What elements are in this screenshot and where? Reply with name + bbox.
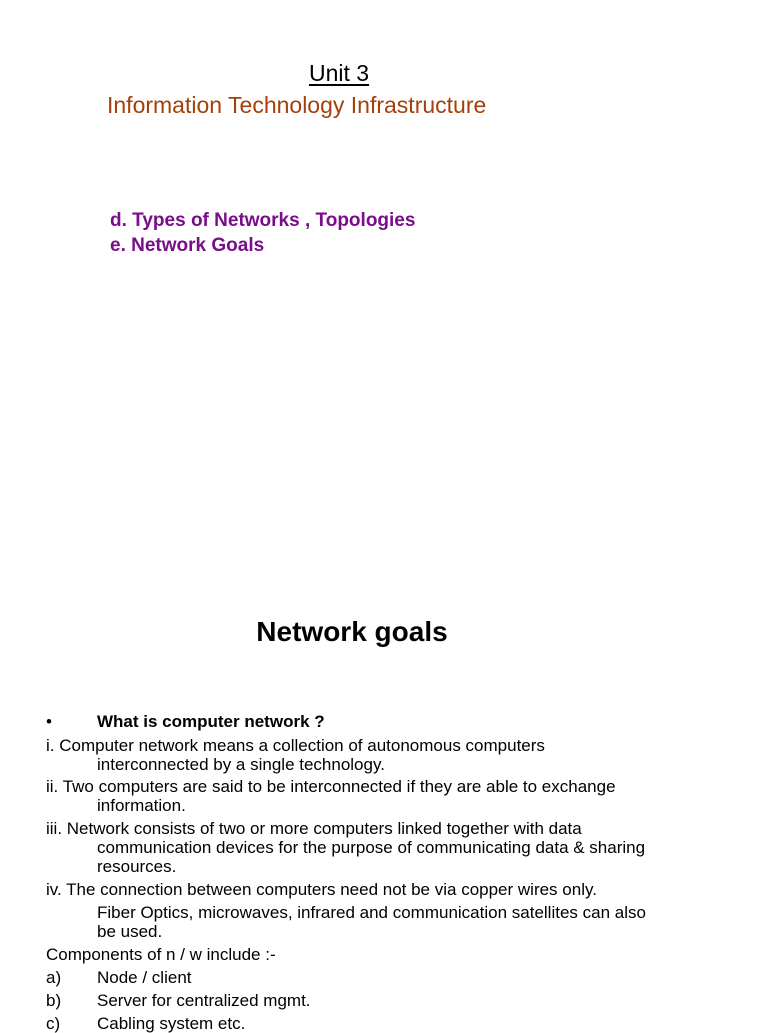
point-i-line2: interconnected by a single technology. bbox=[97, 755, 385, 774]
section-title: Network goals bbox=[256, 616, 448, 647]
bullet-icon: • bbox=[46, 712, 52, 731]
topic-item-network-goals: e. Network Goals bbox=[110, 235, 265, 256]
component-marker-c: c) bbox=[46, 1014, 61, 1033]
point-iv-line3: be used. bbox=[97, 922, 163, 941]
topic-item-types-of-networks: d. Types of Networks , Topologies bbox=[110, 210, 416, 231]
component-marker-b: b) bbox=[46, 991, 62, 1010]
point-iv-line1: iv. The connection between computers need not be via copper wires only. bbox=[46, 880, 597, 899]
point-iii-line3: resources. bbox=[97, 857, 177, 876]
point-iii-line1: iii. Network consists of two or more computers linked together with data bbox=[46, 819, 582, 838]
component-item-cabling: Cabling system etc. bbox=[97, 1014, 246, 1033]
page-title: Information Technology Infrastructure bbox=[107, 92, 487, 118]
point-ii-line1: ii. Two computers are said to be interconnected if they are able to exchange bbox=[46, 777, 616, 796]
component-item-node-client: Node / client bbox=[97, 968, 192, 987]
component-marker-a: a) bbox=[46, 968, 62, 987]
component-item-server: Server for centralized mgmt. bbox=[97, 991, 311, 1010]
point-iii-line2: communication devices for the purpose of communicating data & sharing bbox=[97, 838, 646, 857]
point-i-line1: i. Computer network means a collection of autonomous computers bbox=[46, 736, 545, 755]
question-heading: What is computer network ? bbox=[97, 712, 325, 731]
point-ii-line2: information. bbox=[97, 796, 186, 815]
unit-title: Unit 3 bbox=[308, 60, 370, 86]
components-heading: Components of n / w include :- bbox=[46, 945, 276, 964]
point-iv-line2: Fiber Optics, microwaves, infrared and communication satellites can also bbox=[97, 903, 646, 922]
